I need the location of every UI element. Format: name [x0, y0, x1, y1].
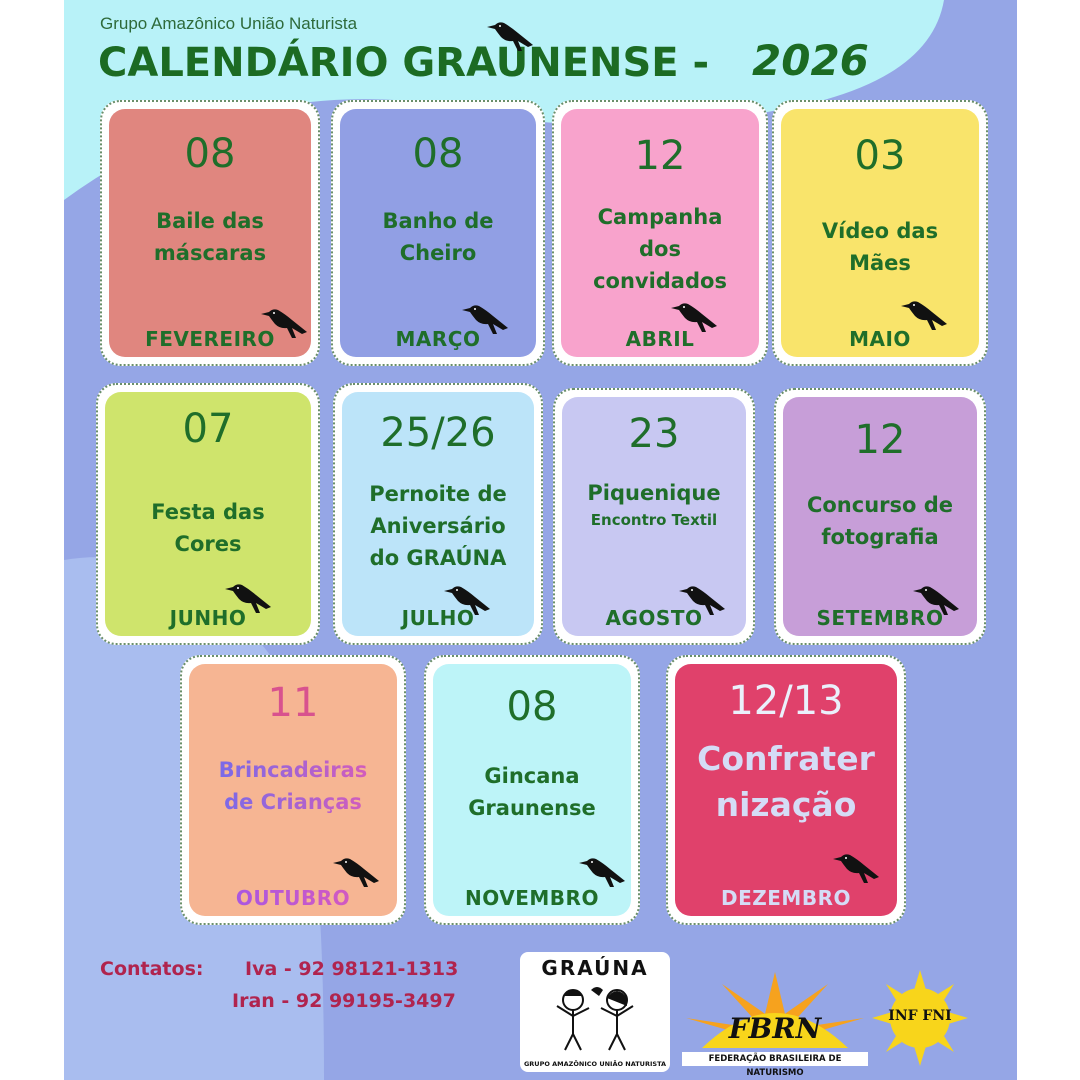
month-name: FEVEREIRO [145, 327, 275, 351]
event-name: Campanha dos convidados [593, 205, 727, 293]
event-day: 08 [506, 684, 558, 730]
page-title: CALENDÁRIO GRAUNENSE - [98, 40, 710, 86]
month-name: JUNHO [169, 606, 247, 630]
month-card [781, 109, 979, 357]
fbrn-logo-caption: FEDERAÇÃO BRASILEIRA DE NATURISMO [682, 1052, 868, 1066]
event-name: Brincadeiras de Crianças [193, 754, 393, 818]
contact-iva: Iva - 92 98121-1313 [245, 958, 459, 980]
month-name: ABRIL [625, 327, 695, 351]
event-day: 12 [854, 417, 906, 463]
event-name: Confrater nização [697, 739, 875, 824]
month-card-frame [331, 100, 545, 366]
event-name: Gincana Graunense [468, 764, 596, 820]
month-card [189, 664, 397, 916]
poster [64, 0, 1017, 1080]
bird-icon [831, 850, 881, 884]
month-card-frame [774, 388, 986, 645]
month-name: MARÇO [395, 327, 481, 351]
bird-icon [899, 297, 949, 331]
month-card [340, 109, 536, 357]
month-card [433, 664, 631, 916]
event-day: 25/26 [380, 410, 496, 456]
month-card-frame [100, 100, 320, 366]
event-name: Pernoite de Aniversário do GRAÚNA [369, 482, 507, 570]
grauna-logo-caption: GRUPO AMAZÔNICO UNIÃO NATURISTA [523, 1060, 667, 1068]
month-card-frame [333, 383, 543, 645]
grauna-logo-title: GRAÚNA [541, 956, 649, 980]
month-card [561, 109, 759, 357]
organization-name: Grupo Amazônico União Naturista [100, 14, 358, 33]
event-day: 08 [412, 131, 464, 177]
contact-iran: Iran - 92 99195-3497 [232, 990, 456, 1012]
month-name: AGOSTO [605, 606, 703, 630]
title-year: 2026 [752, 36, 869, 85]
month-name: SETEMBRO [816, 606, 944, 630]
month-name: MAIO [849, 327, 911, 351]
fbrn-logo [682, 968, 868, 1078]
event-name: Vídeo das Mães [821, 219, 939, 275]
inf-logo [870, 968, 970, 1068]
event-name: Banho de Cheiro [382, 209, 494, 265]
event-day: 12/13 [728, 678, 844, 724]
month-card-frame [96, 383, 320, 645]
event-day: 07 [182, 406, 234, 452]
event-day: 03 [854, 133, 906, 179]
month-name: DEZEMBRO [721, 886, 851, 910]
month-card [783, 397, 977, 636]
bird-icon [484, 18, 536, 52]
event-name: Baile das máscaras [153, 209, 267, 265]
month-name: OUTUBRO [189, 886, 397, 910]
event-day: 08 [184, 131, 236, 177]
fbrn-logo-text: FBRN [728, 1012, 822, 1045]
bird-icon [577, 854, 627, 888]
month-card-frame [772, 100, 988, 366]
event-day: 23 [628, 411, 680, 457]
month-card-frame [180, 655, 406, 925]
month-name: NOVEMBRO [465, 886, 599, 910]
month-card-frame [424, 655, 640, 925]
event-day: 12 [634, 133, 686, 179]
month-card-frame [553, 388, 755, 645]
inf-logo-text: INF FNI [888, 1008, 952, 1024]
month-card-frame [666, 655, 906, 925]
month-card [675, 664, 897, 916]
month-name: JULHO [401, 606, 475, 630]
month-card-frame [552, 100, 768, 366]
event-name: Piquenique [587, 481, 721, 505]
children-icon [545, 982, 645, 1054]
month-card [562, 397, 746, 636]
grauna-logo [520, 952, 670, 1072]
event-subtitle: Encontro Textil [590, 511, 718, 529]
bird-icon [331, 854, 381, 888]
month-card [105, 392, 311, 636]
month-card [342, 392, 534, 636]
event-name: Festa das Cores [151, 500, 265, 556]
event-name: Concurso de fotografia [806, 493, 954, 549]
event-day: 11 [267, 680, 319, 726]
contacts-label: Contatos: [100, 958, 204, 980]
month-card [109, 109, 311, 357]
